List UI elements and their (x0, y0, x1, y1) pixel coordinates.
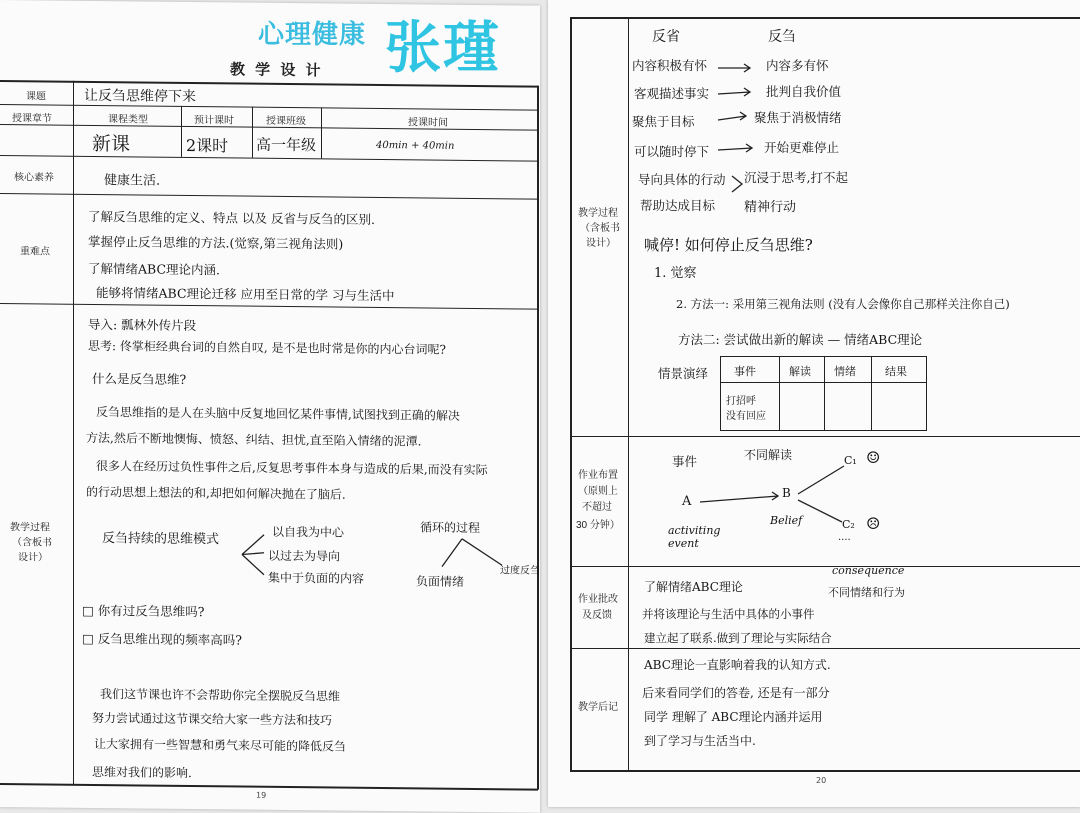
abc-event: 事件 (672, 454, 698, 469)
grade-value: 高一年级 (256, 135, 317, 155)
key-point: 了解反刍思维的定义、特点 以及 反省与反刍的区别. (88, 208, 375, 227)
reflection-line: 后来看同学们的答卷, 还是有一部分 (642, 686, 830, 700)
label-hours: 预计课时 (194, 115, 234, 127)
review-line: 建立起了联系.做到了理论与实际结合 (644, 631, 832, 645)
abc-dots: .... (838, 532, 851, 543)
compare-right: 批判自我价值 (766, 84, 842, 99)
step-2: 2. 方法一: 采用第三视角法则 (没有人会像你自己那样关注你自己) (676, 297, 1010, 311)
closing-line: 努力尝试通过这节课交给大家一些方法和技巧 (92, 710, 333, 728)
label-topic: 课题 (26, 91, 46, 103)
row-line (0, 193, 538, 200)
frame-bottom (570, 770, 1080, 772)
row-line (570, 566, 1080, 567)
brand-label: 心理健康 (258, 20, 367, 50)
row-line (0, 155, 538, 162)
label-process-1: 教学过程 (578, 208, 618, 219)
table-cell-emotion (825, 383, 872, 431)
label-time: 授课时间 (408, 117, 448, 129)
reflection-line: 到了学习与生活当中. (644, 734, 756, 748)
key-point: 掌握停止反刍思维的方法.(觉察,第三视角法则) (88, 233, 344, 252)
page-number: 19 (256, 790, 267, 800)
compare-left: 客观描述事实 (634, 86, 710, 101)
compare-left: 内容积极有怀 (632, 58, 708, 73)
reflect-question: □ 你有过反刍思维吗? (82, 602, 205, 620)
label-process-2: （含板书 (580, 223, 620, 234)
frame-left (570, 17, 572, 771)
label-homework-1: 作业布置 (578, 470, 618, 481)
process-question: 什么是反刍思维? (92, 370, 187, 387)
label-homework-3: 不超过 (582, 502, 612, 513)
compare-left: 可以随时停下 (634, 144, 710, 159)
table-cell-event: 打招呼 没有回应 (721, 383, 780, 431)
abc-arrows (698, 460, 848, 530)
col-line (252, 107, 253, 158)
label-review-2: 及反馈 (582, 610, 612, 621)
compare-right: 沉浸于思考,打不起 (744, 170, 848, 185)
step-1: 1. 觉察 (654, 266, 697, 281)
page-number: 20 (816, 776, 827, 785)
sad-icon: ☹ (866, 514, 881, 533)
review-line: 并将该理论与生活中具体的小事件 (642, 607, 815, 621)
row-line (570, 648, 1080, 649)
compare-left: 导向具体的行动 (638, 172, 726, 187)
happy-icon: ☺ (866, 448, 881, 467)
label-chapter: 授课章节 (12, 113, 52, 125)
label-process-3: 设计） (18, 552, 48, 564)
abc-b: B (782, 486, 791, 500)
diagram-branch: 集中于负面的内容 (268, 570, 365, 586)
label-review-1: 作业批改 (578, 594, 618, 605)
compare-right: 开始更难停止 (764, 140, 840, 155)
right-page (548, 0, 1080, 807)
process-paragraph: 很多人在经历过负性事件之后,反复思考事件本身与造成的后果,而没有实际 (96, 459, 488, 478)
row-line (0, 104, 538, 111)
abc-a: A (682, 494, 692, 509)
process-paragraph: 方法,然后不断地懊悔、愤怒、纠结、担忧,直至陷入情绪的泥潭. (86, 430, 422, 449)
scenario-table (720, 356, 927, 431)
frame-right (537, 86, 539, 790)
abc-c-note-2: 不同情绪和行为 (828, 586, 905, 599)
closing-line: 让大家拥有一些智慧和勇气来尽可能的降低反刍 (94, 736, 347, 754)
abc-interpret: 不同解读 (744, 448, 793, 462)
core-value: 健康生活. (104, 173, 161, 189)
label-process-3: 设计） (586, 238, 616, 249)
abc-c1: C₁ (844, 454, 857, 467)
time-value: 40min + 40min (376, 139, 455, 152)
frame-top (570, 17, 1080, 19)
compare-right: 内容多有怀 (766, 58, 829, 73)
label-column-line (628, 17, 629, 771)
col-line (181, 106, 182, 157)
frame-bottom (0, 783, 538, 790)
abc-c-note: consequence (832, 564, 905, 577)
table-header-emotion: 情绪 (825, 357, 872, 383)
diagram-branch: 以自我为中心 (272, 524, 345, 540)
reflection-line: ABC理论一直影响着我的认知方式. (644, 658, 831, 672)
compare-left: 帮助达成目标 (640, 198, 716, 213)
table-header-interpret: 解读 (780, 357, 825, 383)
table-header-result: 结果 (872, 357, 927, 383)
diagram-main: 反刍持续的思维模式 (102, 531, 220, 548)
abc-c2: C₂ (842, 518, 855, 531)
key-point: 了解情绪ABC理论内涵. (88, 260, 220, 278)
process-paragraph: 的行动思想上想法的和,却把如何解决抛在了脑后. (86, 484, 346, 502)
row-line (570, 436, 1080, 437)
diagram-cycle-right: 过度反刍 (500, 565, 540, 577)
label-homework-4: 30 分钟） (576, 520, 620, 531)
how-stop: 喊停! 如何停止反刍思维? (644, 236, 813, 254)
process-think: 思考: 佟掌柜经典台词的自然自叹, 是不是也时常是你的内心台词呢? (88, 338, 446, 357)
process-paragraph: 反刍思维指的是人在头脑中反复地回忆某件事情,试图找到正确的解决 (96, 405, 460, 423)
col-line (321, 107, 322, 158)
compare-right: 精神行动 (744, 200, 797, 215)
label-key: 重难点 (20, 246, 50, 258)
step-3: 方法二: 尝试做出新的解读 — 情绪ABC理论 (678, 332, 923, 347)
review-line: 了解情绪ABC理论 (644, 580, 743, 594)
document-title: 教 学 设 计 (230, 61, 324, 80)
closing-line: 我们这节课也许不会帮助你完全摆脱反刍思维 (100, 687, 341, 704)
label-column-line (73, 81, 74, 785)
compare-right: 聚焦于消极情绪 (754, 110, 842, 125)
closing-line: 思维对我们的影响. (92, 764, 192, 781)
process-intro: 导入: 瓢林外传片段 (88, 316, 197, 334)
compare-head-left: 反省 (652, 29, 680, 45)
label-process-1: 教学过程 (10, 522, 50, 534)
scenario-label: 情景演绎 (658, 366, 709, 381)
abc-b-note: Belief (770, 514, 803, 527)
label-grade: 授课班级 (266, 115, 306, 128)
label-homework-2: （原则上 (578, 486, 618, 497)
compare-head-right: 反刍 (768, 29, 796, 45)
label-type: 课程类型 (108, 114, 148, 126)
table-header-event: 事件 (721, 357, 780, 383)
label-reflection: 教学后记 (578, 702, 618, 713)
diagram-branch: 以过去为导向 (268, 548, 341, 564)
diagram-cycle-left: 负面情绪 (416, 574, 465, 589)
row-line (0, 303, 538, 310)
label-core: 核心素养 (14, 172, 54, 184)
reflection-line: 同学 理解了 ABC理论内涵并运用 (644, 710, 823, 724)
reflect-question: □ 反刍思维出现的频率高吗? (82, 630, 242, 648)
key-point: 能够将情绪ABC理论迁移 应用至日常的学 习与生活中 (96, 285, 395, 304)
abc-a-note: activiting event (668, 524, 721, 550)
label-process-2: （含板书 (12, 537, 52, 549)
compare-arrows (716, 56, 756, 196)
table-cell-result (872, 383, 927, 431)
brand-author: 张瑾 (385, 16, 501, 81)
table-cell-interpret (780, 383, 825, 431)
compare-left: 聚焦于目标 (632, 114, 695, 129)
type-value: 新课 (92, 132, 131, 156)
hours-value: 2课时 (186, 135, 229, 156)
topic-value: 让反刍思维停下来 (84, 87, 196, 106)
diagram-cycle-label: 循环的过程 (420, 520, 481, 536)
